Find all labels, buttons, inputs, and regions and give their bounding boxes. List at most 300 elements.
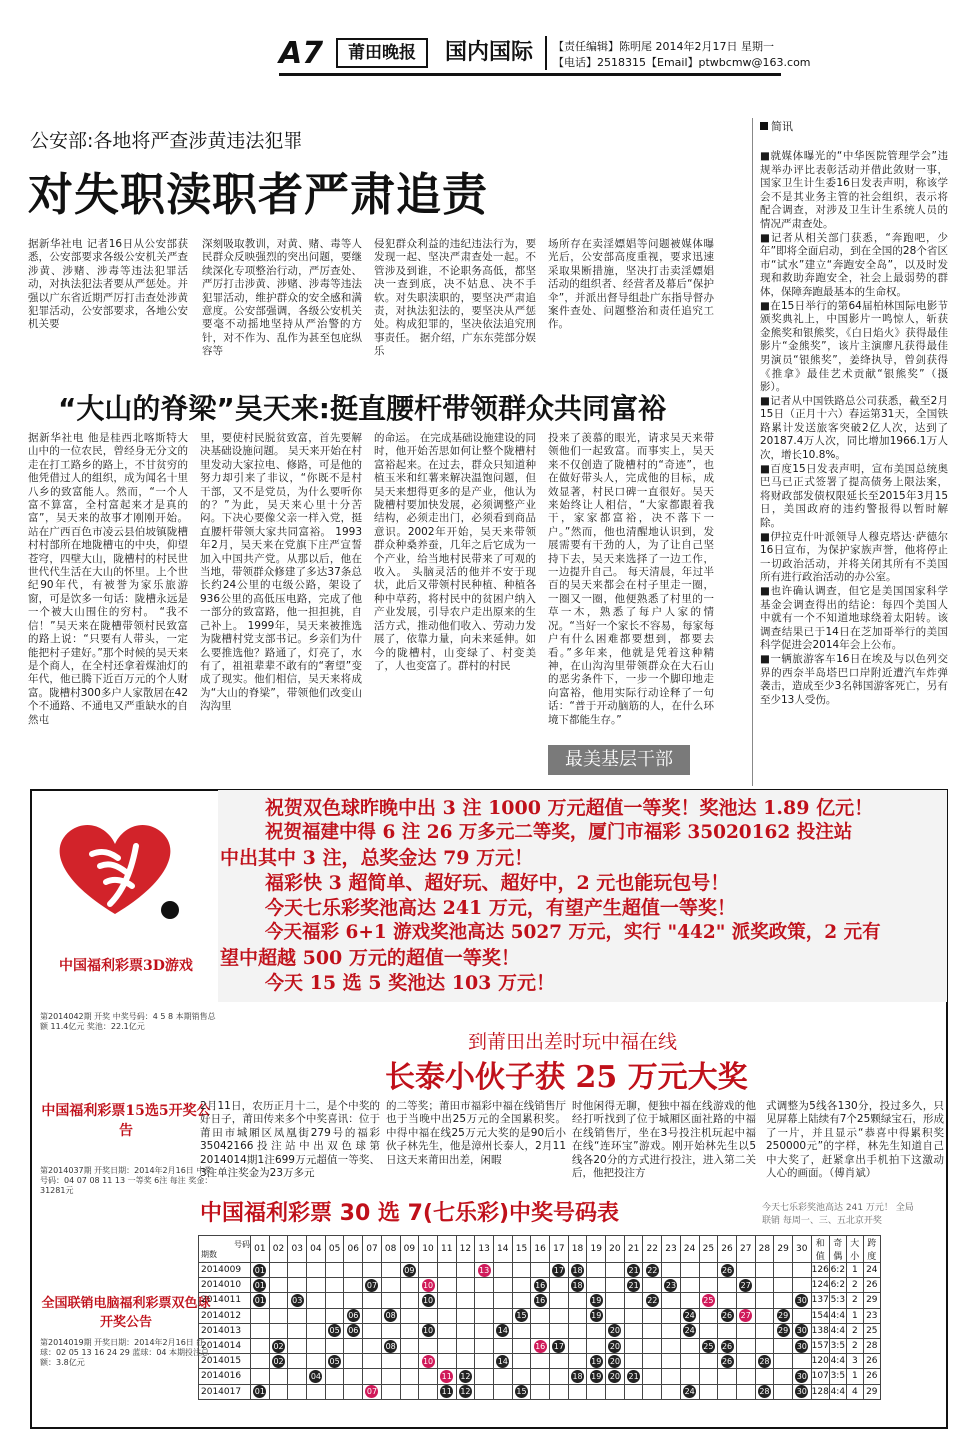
issue-number: 2014013	[199, 1323, 251, 1338]
number-cell	[437, 1308, 456, 1323]
drawn-ball: 20	[609, 1341, 620, 1351]
number-cell	[400, 1338, 419, 1353]
column-header: 21	[624, 1236, 643, 1263]
number-cell	[606, 1293, 625, 1308]
number-cell	[325, 1354, 344, 1369]
number-cell	[325, 1369, 344, 1384]
column-header: 04	[307, 1236, 326, 1263]
drawn-ball: 12	[460, 1387, 471, 1397]
drawn-ball: 27	[740, 1280, 751, 1290]
number-cell	[662, 1384, 681, 1399]
number-cell	[251, 1263, 270, 1278]
article2-column-3: 的命运。 在完成基础设施建设的同时，他开始苦思如何让整个陇槽村富裕起来。在过去，群众只知道种植玉米和红薯来解决温饱问题，但吴天来想得更多的是产业，他认为陇槽村要加快发展，必须调整产业结构，必须走出门，必须看到商品意识。2002年开始，吴天来带领群众种桑养蚕，几年之后它成为一个产业，给当地村民带来了可观的收入。 头脑灵活的他并不安于现状，此后又带领村民种植、种植各种中草药，将村民中的贫困户纳入产业发展，引导农户走出原来的生活方式，推动他们收入、劳动力发展了，依靠力量，向未来延伸。如今的陇槽村，山变绿了、村变美了，人也变富了。群村的村民	[374, 432, 536, 672]
drawn-ball: 07	[366, 1280, 378, 1290]
drawn-ball: 24	[684, 1387, 695, 1397]
number-cell	[680, 1293, 699, 1308]
brief-item: ■也许确认调查，但它是美国国家科学基金会调查得出的结论：每四个美国人中就有一个不知道地球绕着太阳转。该调查结果已于14日在芝加哥举行的美国科学促进会2014年会上公布。	[760, 585, 948, 652]
number-cell	[587, 1323, 606, 1338]
number-cell	[363, 1338, 382, 1353]
column-header: 16	[531, 1236, 550, 1263]
number-cell	[251, 1278, 270, 1293]
number-cell	[288, 1308, 307, 1323]
stat-header: 跨度	[863, 1236, 880, 1263]
stat-cell: 137	[811, 1293, 829, 1308]
number-cell	[307, 1384, 326, 1399]
number-cell	[437, 1278, 456, 1293]
brief-item: ■百度15日发表声明，宣布美国总统奥巴马已正式签署了提高债务上限法案，将财政部发债权限延长至2015年3月15日，美国政府的违约警报得以暂时解除。	[760, 462, 948, 530]
number-cell	[699, 1323, 718, 1338]
header-rule	[279, 73, 781, 76]
number-cell	[606, 1369, 625, 1384]
column-header: 14	[493, 1236, 512, 1263]
stat-cell: 6:2	[829, 1278, 846, 1293]
number-cell	[307, 1293, 326, 1308]
number-cell	[718, 1323, 737, 1338]
number-cell	[680, 1308, 699, 1323]
number-cell	[493, 1323, 512, 1338]
number-cell	[680, 1278, 699, 1293]
number-cell	[755, 1323, 774, 1338]
number-cell	[624, 1354, 643, 1369]
stat-cell: 120	[811, 1354, 829, 1369]
number-cell	[755, 1263, 774, 1278]
stat-cell: 2	[846, 1293, 863, 1308]
number-cell	[475, 1263, 494, 1278]
drawn-ball: 24	[684, 1326, 695, 1336]
number-cell	[363, 1293, 382, 1308]
number-cell	[718, 1338, 737, 1353]
number-cell	[662, 1323, 681, 1338]
drawn-ball: 14	[497, 1356, 508, 1366]
drawn-ball: 28	[759, 1356, 770, 1366]
story-column-1: 2月11日，农历正月十二，是个中奖的好日子，莆田传来多个中奖喜讯：位于莆田市城厢区凤凰街279号的福彩35042166投注站中出双色球第2014014期1注699万元超值一等奖、3注单注奖金为23万多元	[200, 1100, 380, 1180]
column-header: 26	[718, 1236, 737, 1263]
number-cell	[363, 1323, 382, 1338]
drawn-ball: 26	[721, 1356, 733, 1366]
number-cell	[251, 1338, 270, 1353]
number-cell	[325, 1323, 344, 1338]
number-cell	[531, 1338, 550, 1353]
number-cell	[718, 1354, 737, 1369]
number-cell	[269, 1338, 288, 1353]
brief-item: ■就媒体曝光的“中华医院管理学会”违规举办评比表彰活动并借此敛财一事，国家卫生计生委16日发表声明，称该学会不是其业务主管的社会组织，表示将配合调查，对涉及卫生计生系统人员的情况严肃查处。	[760, 150, 948, 230]
number-cell	[325, 1338, 344, 1353]
drawn-ball: 26	[721, 1311, 733, 1321]
column-header: 25	[699, 1236, 718, 1263]
column-header: 07	[363, 1236, 382, 1263]
ad-headline-5: 今天七乐彩奖池高达 241 万元，有望产生超值一等奖！	[265, 897, 736, 919]
drawn-ball: 16	[535, 1280, 546, 1290]
number-cell	[381, 1293, 400, 1308]
number-cell	[736, 1323, 755, 1338]
number-cell	[251, 1323, 270, 1338]
number-cell	[381, 1278, 400, 1293]
drawn-ball: 29	[778, 1326, 789, 1336]
drawn-ball: 29	[778, 1311, 789, 1321]
number-cell	[624, 1278, 643, 1293]
number-cell	[792, 1263, 811, 1278]
stat-cell: 26	[863, 1369, 880, 1384]
column-tag: 最美基层干部	[548, 745, 690, 775]
stat-cell: 3:5	[829, 1369, 846, 1384]
number-cell	[531, 1308, 550, 1323]
number-cell	[251, 1308, 270, 1323]
number-cell	[419, 1369, 438, 1384]
number-cell	[792, 1278, 811, 1293]
number-cell	[680, 1263, 699, 1278]
stat-cell: 4:4	[829, 1384, 846, 1399]
number-cell	[643, 1263, 662, 1278]
number-cell	[512, 1293, 531, 1308]
table-note-1: 今天七乐彩奖池高达 241 万元！ 全局	[762, 1203, 914, 1213]
special-ball: 27	[740, 1311, 751, 1321]
number-cell	[699, 1308, 718, 1323]
stat-cell: 28	[863, 1338, 880, 1353]
drawn-ball: 08	[385, 1311, 396, 1321]
column-header: 09	[400, 1236, 419, 1263]
number-cell	[774, 1293, 793, 1308]
stat-cell: 4:4	[829, 1354, 846, 1369]
newspaper-logo: 莆田晚报	[336, 38, 428, 68]
number-cell	[437, 1323, 456, 1338]
number-cell	[792, 1384, 811, 1399]
column-header: 08	[381, 1236, 400, 1263]
number-cell	[512, 1308, 531, 1323]
number-cell	[307, 1263, 326, 1278]
number-cell	[288, 1278, 307, 1293]
drawn-ball: 20	[609, 1371, 620, 1381]
number-cell	[251, 1293, 270, 1308]
number-cell	[512, 1369, 531, 1384]
number-cell	[680, 1323, 699, 1338]
number-cell	[792, 1308, 811, 1323]
drawn-ball: 19	[591, 1356, 602, 1366]
number-cell	[307, 1354, 326, 1369]
number-cell	[344, 1369, 363, 1384]
briefs-list	[760, 150, 948, 784]
stat-cell: 23	[863, 1308, 880, 1323]
stat-header: 奇偶	[829, 1236, 846, 1263]
table-header-row	[199, 1236, 881, 1263]
drawn-ball: 15	[516, 1311, 527, 1321]
number-cell	[568, 1323, 587, 1338]
drawn-ball: 25	[703, 1341, 714, 1351]
stat-cell: 25	[863, 1323, 880, 1338]
number-cell	[437, 1369, 456, 1384]
article2-headline: “大山的脊梁”吴天来:挺直腰杆带领群众共同富裕	[58, 392, 667, 425]
number-cell	[531, 1354, 550, 1369]
number-cell	[493, 1369, 512, 1384]
qilecai-results-table	[198, 1235, 881, 1400]
number-cell	[624, 1369, 643, 1384]
stat-cell: 3	[846, 1354, 863, 1369]
number-cell	[288, 1369, 307, 1384]
ad-headline-1: 祝贺双色球昨晚中出 3 注 1000 万元超值一等奖！奖池达 1.89 亿元！	[265, 797, 874, 819]
number-cell	[437, 1263, 456, 1278]
number-cell	[699, 1354, 718, 1369]
number-cell	[531, 1278, 550, 1293]
number-cell	[550, 1278, 569, 1293]
drawn-ball: 30	[796, 1295, 807, 1305]
stat-cell: 107	[811, 1369, 829, 1384]
corner-bottom-label: 期数	[201, 1249, 217, 1259]
stat-cell: 26	[863, 1278, 880, 1293]
number-cell	[325, 1384, 344, 1399]
number-cell	[493, 1308, 512, 1323]
number-cell	[736, 1263, 755, 1278]
drawn-ball: 01	[254, 1265, 265, 1275]
number-cell	[699, 1369, 718, 1384]
number-cell	[381, 1384, 400, 1399]
number-cell	[755, 1338, 774, 1353]
number-cell	[400, 1369, 419, 1384]
number-cell	[568, 1384, 587, 1399]
special-ball: 11	[441, 1371, 452, 1381]
number-cell	[475, 1323, 494, 1338]
number-cell	[307, 1308, 326, 1323]
section-title: 国内国际	[444, 40, 533, 65]
number-cell	[606, 1354, 625, 1369]
stat-cell: 126	[811, 1263, 829, 1278]
number-cell	[718, 1384, 737, 1399]
number-cell	[344, 1338, 363, 1353]
number-cell	[344, 1308, 363, 1323]
drawn-ball: 26	[721, 1265, 733, 1275]
number-cell	[755, 1308, 774, 1323]
number-cell	[662, 1278, 681, 1293]
number-cell	[718, 1293, 737, 1308]
table-row	[199, 1369, 881, 1384]
brief-item: ■一辆旅游客车16日在埃及与以色列交界的西奈半岛塔巴口岸附近遭汽车炸弹袭击，造成至少3名韩国游客死亡，另有至少13人受伤。	[760, 652, 948, 706]
drawn-ball: 10	[422, 1326, 434, 1336]
number-cell	[381, 1354, 400, 1369]
story-subtitle: 到莆田出差时玩中福在线	[468, 1031, 678, 1053]
article2-column-4: 投来了羡慕的眼光，请求吴天来带领他们一起致富。而事实上，吴天来不仅创造了陇槽村的“奇迹”，也在做好带头人，完成他的目标，成效显著，村民口碑一直很好。吴天来始终让人相信，“大家都跟着我干，家家都富裕，决不落下一户。”然而，他也清醒地认识到，发展需要有干劲的人，为了让自己坚持下去，吴天来选择了一边工作，一边提升自己。 每天清晨，年过半百的吴天来都会在村子里走一圈，一圈又一圈，他便熟悉了村里的一草一木，熟悉了每户人家的情况。“当好一个家长不容易，每家每户有什么困难都要想到，都要去看。”多年来，他就是凭着这种精神，在山沟沟里带领群众在大石山的恶劣条件下，一步一个脚印地走向富裕，他用实际行动诠释了一句话：“普于开动脑筋的人，在什么环境下都能生存。”	[548, 432, 714, 726]
number-cell	[736, 1308, 755, 1323]
drawn-ball: 21	[628, 1371, 639, 1381]
corner-top-label: 号码	[234, 1239, 250, 1249]
column-header: 17	[550, 1236, 569, 1263]
issue-number: 2014017	[199, 1384, 251, 1399]
number-cell	[643, 1308, 662, 1323]
stat-cell: 157	[811, 1338, 829, 1353]
number-cell	[587, 1308, 606, 1323]
number-cell	[774, 1308, 793, 1323]
number-cell	[755, 1384, 774, 1399]
number-cell	[269, 1384, 288, 1399]
number-cell	[325, 1263, 344, 1278]
column-header: 03	[288, 1236, 307, 1263]
drawn-ball: 21	[628, 1265, 639, 1275]
special-ball: 10	[422, 1280, 434, 1290]
drawn-ball: 06	[348, 1311, 359, 1321]
number-cell	[419, 1354, 438, 1369]
number-cell	[307, 1278, 326, 1293]
table-row	[199, 1338, 881, 1353]
drawn-ball: 12	[460, 1371, 471, 1381]
number-cell	[755, 1369, 774, 1384]
number-cell	[512, 1323, 531, 1338]
story-column-2: 的二等奖；莆田市福彩中福在线销售厅也于当晚中出25万元的全国累积奖。 中得中福在线25万元大奖的是90后小伙子林先生，他是漳州长泰人，2月11日这天来莆田出差，闲暇	[386, 1100, 566, 1166]
number-cell	[493, 1384, 512, 1399]
number-cell	[736, 1354, 755, 1369]
drawn-ball: 30	[796, 1387, 807, 1397]
drawn-ball: 22	[647, 1265, 658, 1275]
number-cell	[493, 1263, 512, 1278]
number-cell	[736, 1384, 755, 1399]
number-cell	[363, 1263, 382, 1278]
number-cell	[550, 1338, 569, 1353]
number-cell	[437, 1293, 456, 1308]
number-cell	[325, 1293, 344, 1308]
number-cell	[400, 1354, 419, 1369]
contact-info: 【电话】2518315【Email】ptwbcmw@163.com	[553, 56, 811, 69]
number-cell	[643, 1384, 662, 1399]
drawn-ball: 17	[553, 1341, 564, 1351]
number-cell	[344, 1323, 363, 1338]
number-cell	[363, 1278, 382, 1293]
number-cell	[792, 1323, 811, 1338]
number-cell	[493, 1278, 512, 1293]
column-header: 15	[512, 1236, 531, 1263]
drawn-ball: 15	[516, 1387, 527, 1397]
number-cell	[568, 1278, 587, 1293]
drawn-ball: 18	[572, 1371, 583, 1381]
number-cell	[531, 1263, 550, 1278]
story-column-3: 时他闲得无聊，便独中福在线游戏的他经打听找到了位于城厢区面社路的中福在线销售厅，坐在3号投注机玩起中福在线“连环宝”游戏。刚开始林先生以5线各20分的方式进行投注，进入第二关后，他把投注方	[572, 1100, 756, 1180]
ad-headline-2: 祝贺福建中得 6 注 26 万多元二等奖，厦门市福彩 35020162 投注站	[265, 822, 853, 843]
number-cell	[568, 1338, 587, 1353]
stat-cell: 2	[846, 1338, 863, 1353]
number-cell	[437, 1384, 456, 1399]
number-cell	[792, 1338, 811, 1353]
number-cell	[624, 1308, 643, 1323]
number-cell	[587, 1354, 606, 1369]
drawn-ball: 04	[310, 1371, 321, 1381]
stat-cell: 128	[811, 1384, 829, 1399]
number-cell	[699, 1384, 718, 1399]
number-cell	[493, 1338, 512, 1353]
number-cell	[606, 1263, 625, 1278]
story-column-4: 式调整为5线各130分，投过多久，只见屏幕上陆续有7个25颗绿宝石，形成了一片，并且显示“恭喜中得累积奖250000元”的字样，林先生知道自己中大奖了，赶紧拿出手机拍下这激动人心的画面。（傅肖斌）	[766, 1100, 944, 1180]
number-cell	[774, 1354, 793, 1369]
issue-number: 2014009	[199, 1263, 251, 1278]
number-cell	[493, 1354, 512, 1369]
table-row	[199, 1263, 881, 1278]
number-cell	[568, 1354, 587, 1369]
number-cell	[718, 1263, 737, 1278]
number-cell	[531, 1384, 550, 1399]
brief-item: ■记者从相关部门获悉，“奔跑吧，少年”即将全面启动，到在全国的28个省区市“试水”建立“奔跑安全岛”，以及时发现和救助奔跑安全，社会上最弱势的群体，保障奔跑最基本的生命权。	[760, 231, 948, 298]
stat-cell: 6:2	[829, 1263, 846, 1278]
table-row	[199, 1308, 881, 1323]
number-cell	[699, 1263, 718, 1278]
drawn-ball: 30	[796, 1326, 807, 1336]
number-cell	[680, 1384, 699, 1399]
number-cell	[550, 1308, 569, 1323]
number-cell	[624, 1293, 643, 1308]
number-cell	[736, 1338, 755, 1353]
drawn-ball: 26	[721, 1341, 733, 1351]
number-cell	[662, 1263, 681, 1278]
issue-number: 2014014	[199, 1338, 251, 1353]
ad-headline-7: 望中超越 500 万元的超值一等奖！	[220, 947, 520, 969]
number-cell	[531, 1293, 550, 1308]
article1-headline: 对失职渎职者严肃追责	[28, 168, 489, 221]
number-cell	[606, 1278, 625, 1293]
drawn-ball: 03	[292, 1295, 303, 1305]
number-cell	[419, 1384, 438, 1399]
number-cell	[456, 1338, 475, 1353]
number-cell	[699, 1293, 718, 1308]
issue-number: 2014012	[199, 1308, 251, 1323]
stat-cell: 124	[811, 1278, 829, 1293]
number-cell	[512, 1338, 531, 1353]
number-cell	[643, 1278, 662, 1293]
number-cell	[774, 1369, 793, 1384]
number-cell	[774, 1384, 793, 1399]
number-cell	[680, 1369, 699, 1384]
drawn-ball: 30	[796, 1341, 807, 1351]
welfare-lottery-logo	[40, 806, 190, 926]
number-cell	[307, 1323, 326, 1338]
stat-cell: 26	[863, 1354, 880, 1369]
number-cell	[662, 1293, 681, 1308]
number-cell	[269, 1323, 288, 1338]
column-header: 24	[680, 1236, 699, 1263]
number-cell	[550, 1354, 569, 1369]
number-cell	[456, 1278, 475, 1293]
number-cell	[792, 1369, 811, 1384]
drawn-ball: 18	[572, 1280, 583, 1290]
drawn-ball: 23	[665, 1280, 677, 1290]
number-cell	[251, 1384, 270, 1399]
number-cell	[531, 1323, 550, 1338]
page-number: A7	[279, 36, 324, 71]
stat-cell: 29	[863, 1293, 880, 1308]
number-cell	[643, 1369, 662, 1384]
article1-column-1: 据新华社电 记者16日从公安部获悉，公安部要求各级公安机关严查涉黄、涉赌、涉毒等违法犯罪活动，对执法犯法者要从严惩处。并强以广东省近期严厉打击查处涉黄犯罪活动，公安部要求，各地公安机关要	[28, 238, 188, 331]
number-cell	[718, 1278, 737, 1293]
table-row	[199, 1293, 881, 1308]
drawn-ball: 05	[329, 1326, 340, 1336]
number-cell	[456, 1308, 475, 1323]
stat-cell: 1	[846, 1308, 863, 1323]
number-cell	[606, 1323, 625, 1338]
number-cell	[587, 1338, 606, 1353]
number-cell	[344, 1384, 363, 1399]
special-ball: 10	[422, 1356, 434, 1366]
drawn-ball: 22	[647, 1295, 658, 1305]
column-divider	[752, 118, 753, 786]
drawn-ball: 16	[535, 1295, 546, 1305]
number-cell	[774, 1338, 793, 1353]
special-ball: 13	[479, 1265, 490, 1275]
number-cell	[288, 1263, 307, 1278]
drawn-ball: 24	[684, 1311, 695, 1321]
article1-column-3: 侵犯群众利益的违纪违法行为，要发现一起、坚决严肃查处一起。不管涉及到谁，不论职务高低，都坚决一查到底，决不姑息、决不手软。对失职渎职的，要坚决严肃追责，对执法犯法的，要坚决从严惩处。构成犯罪的，坚决依法追究刑事责任。 据介绍，广东东莞部分娱乐	[374, 238, 536, 358]
number-cell	[288, 1323, 307, 1338]
number-cell	[251, 1369, 270, 1384]
column-header: 30	[792, 1236, 811, 1263]
stat-cell: 4:4	[829, 1323, 846, 1338]
number-cell	[550, 1323, 569, 1338]
sidebar-heading-ssq: 全国联销电脑福利彩票双色球开奖公告	[41, 1296, 211, 1330]
number-cell	[792, 1354, 811, 1369]
number-cell	[419, 1338, 438, 1353]
number-cell	[325, 1278, 344, 1293]
drawn-ball: 10	[422, 1295, 434, 1305]
